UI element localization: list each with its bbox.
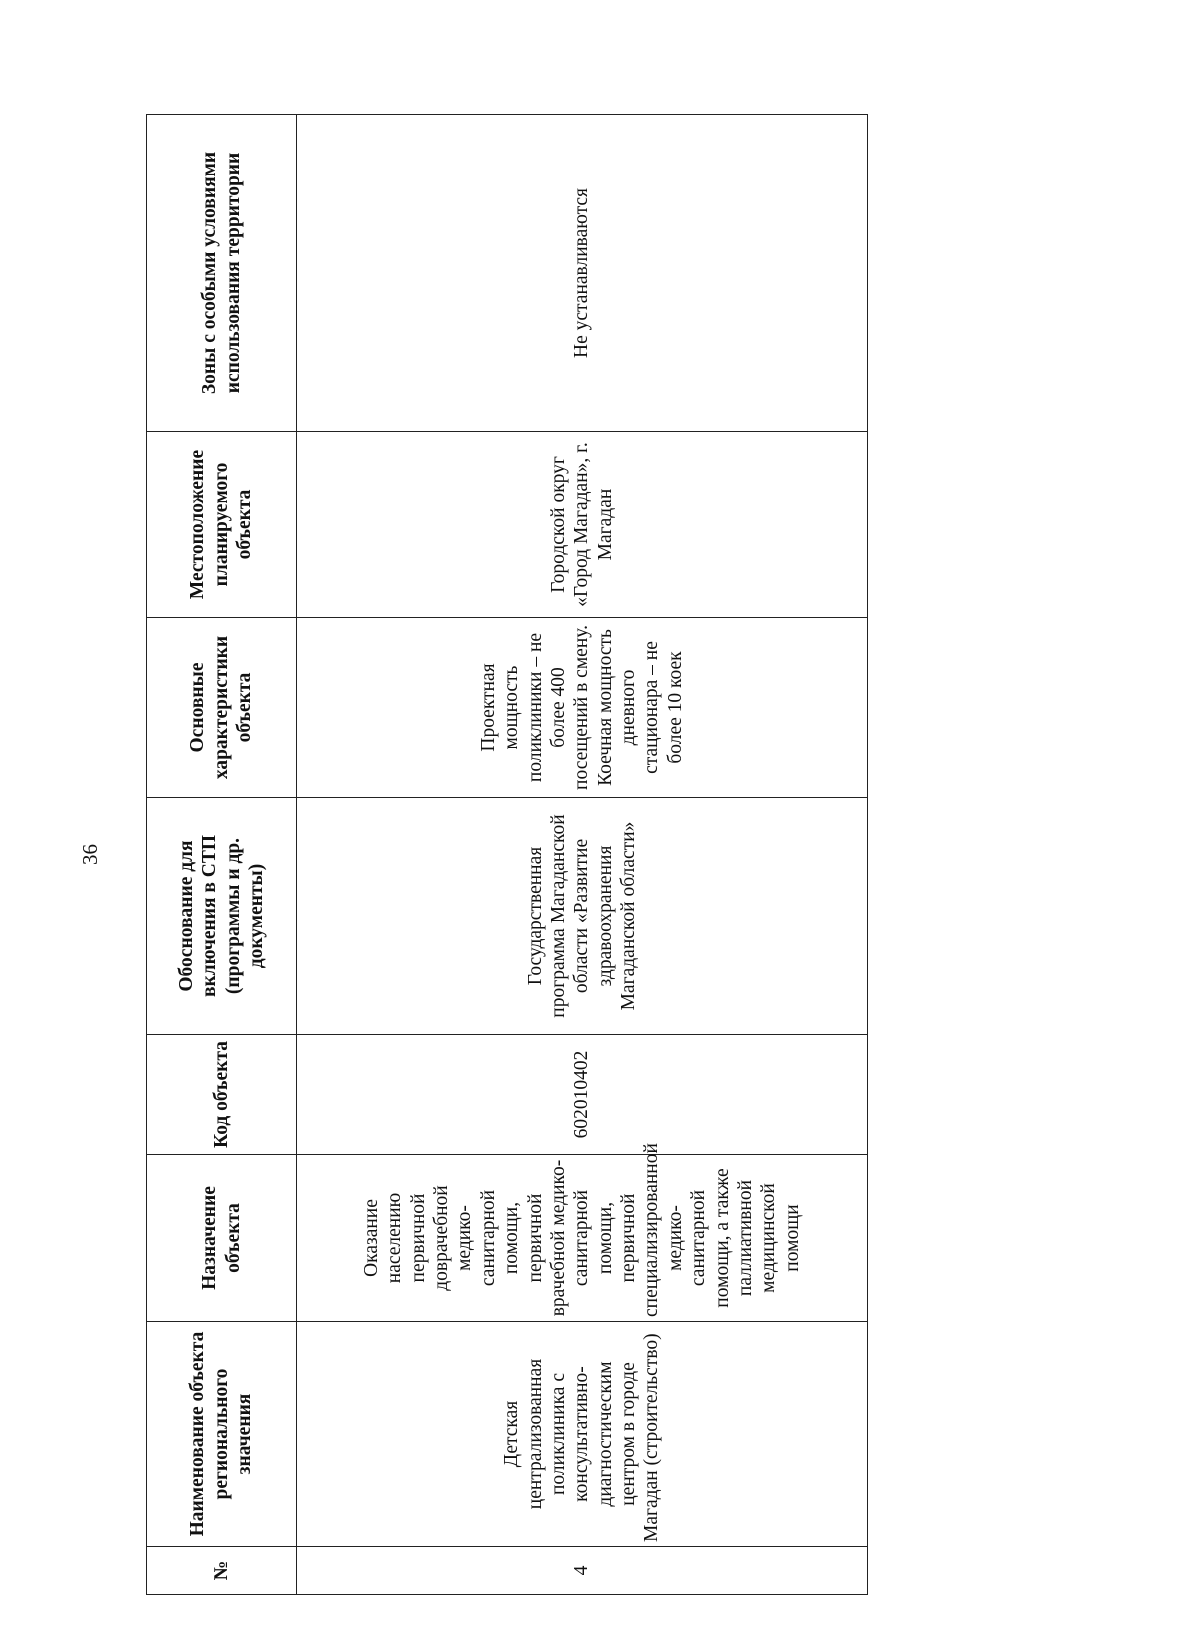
page-number: 36 [78,844,102,865]
cell-name: Детская централизованная поликлиника с консультативно-диагностическим центром в городе Магадан (строительство) [297,1322,868,1547]
cell-code: 602010402 [297,1035,868,1155]
cell-zones: Не устанавливаются [297,115,868,432]
objects-table [146,114,868,1595]
header-num: № [147,1547,297,1595]
header-location: Местоположение планируемого объекта [147,432,297,618]
header-name: Наименование объекта регионального значения [147,1322,297,1547]
header-characteristics: Основные характеристики объекта [147,618,297,798]
header-code: Код объекта [147,1035,297,1155]
header-zones: Зоны с особыми условиями использования территории [147,115,297,432]
cell-location: Городской округ «Город Магадан», г. Магадан [297,432,868,618]
cell-num: 4 [297,1547,868,1595]
cell-purpose: Оказание населению первичной доврачебной медико-санитарной помощи, первичной врачебной медико-санитарной помощи, первичной специализированной медико-санитарной помощи, а также паллиативной медицинской помощи [297,1155,868,1322]
header-basis: Обоснование для включения в СТП (программы и др. документы) [147,798,297,1035]
table-container [146,115,868,1595]
table-row [297,115,868,1595]
cell-characteristics: Проектная мощность поликлиники – не более 400 посещений в смену. Коечная мощность дневного стационара – не более 10 коек [297,618,868,798]
table-header-row [147,115,297,1595]
cell-basis: Государственная программа Магаданской области «Развитие здравоохранения Магаданской области» [297,798,868,1035]
rotated-table-frame [146,115,868,1595]
header-purpose: Назначение объекта [147,1155,297,1322]
